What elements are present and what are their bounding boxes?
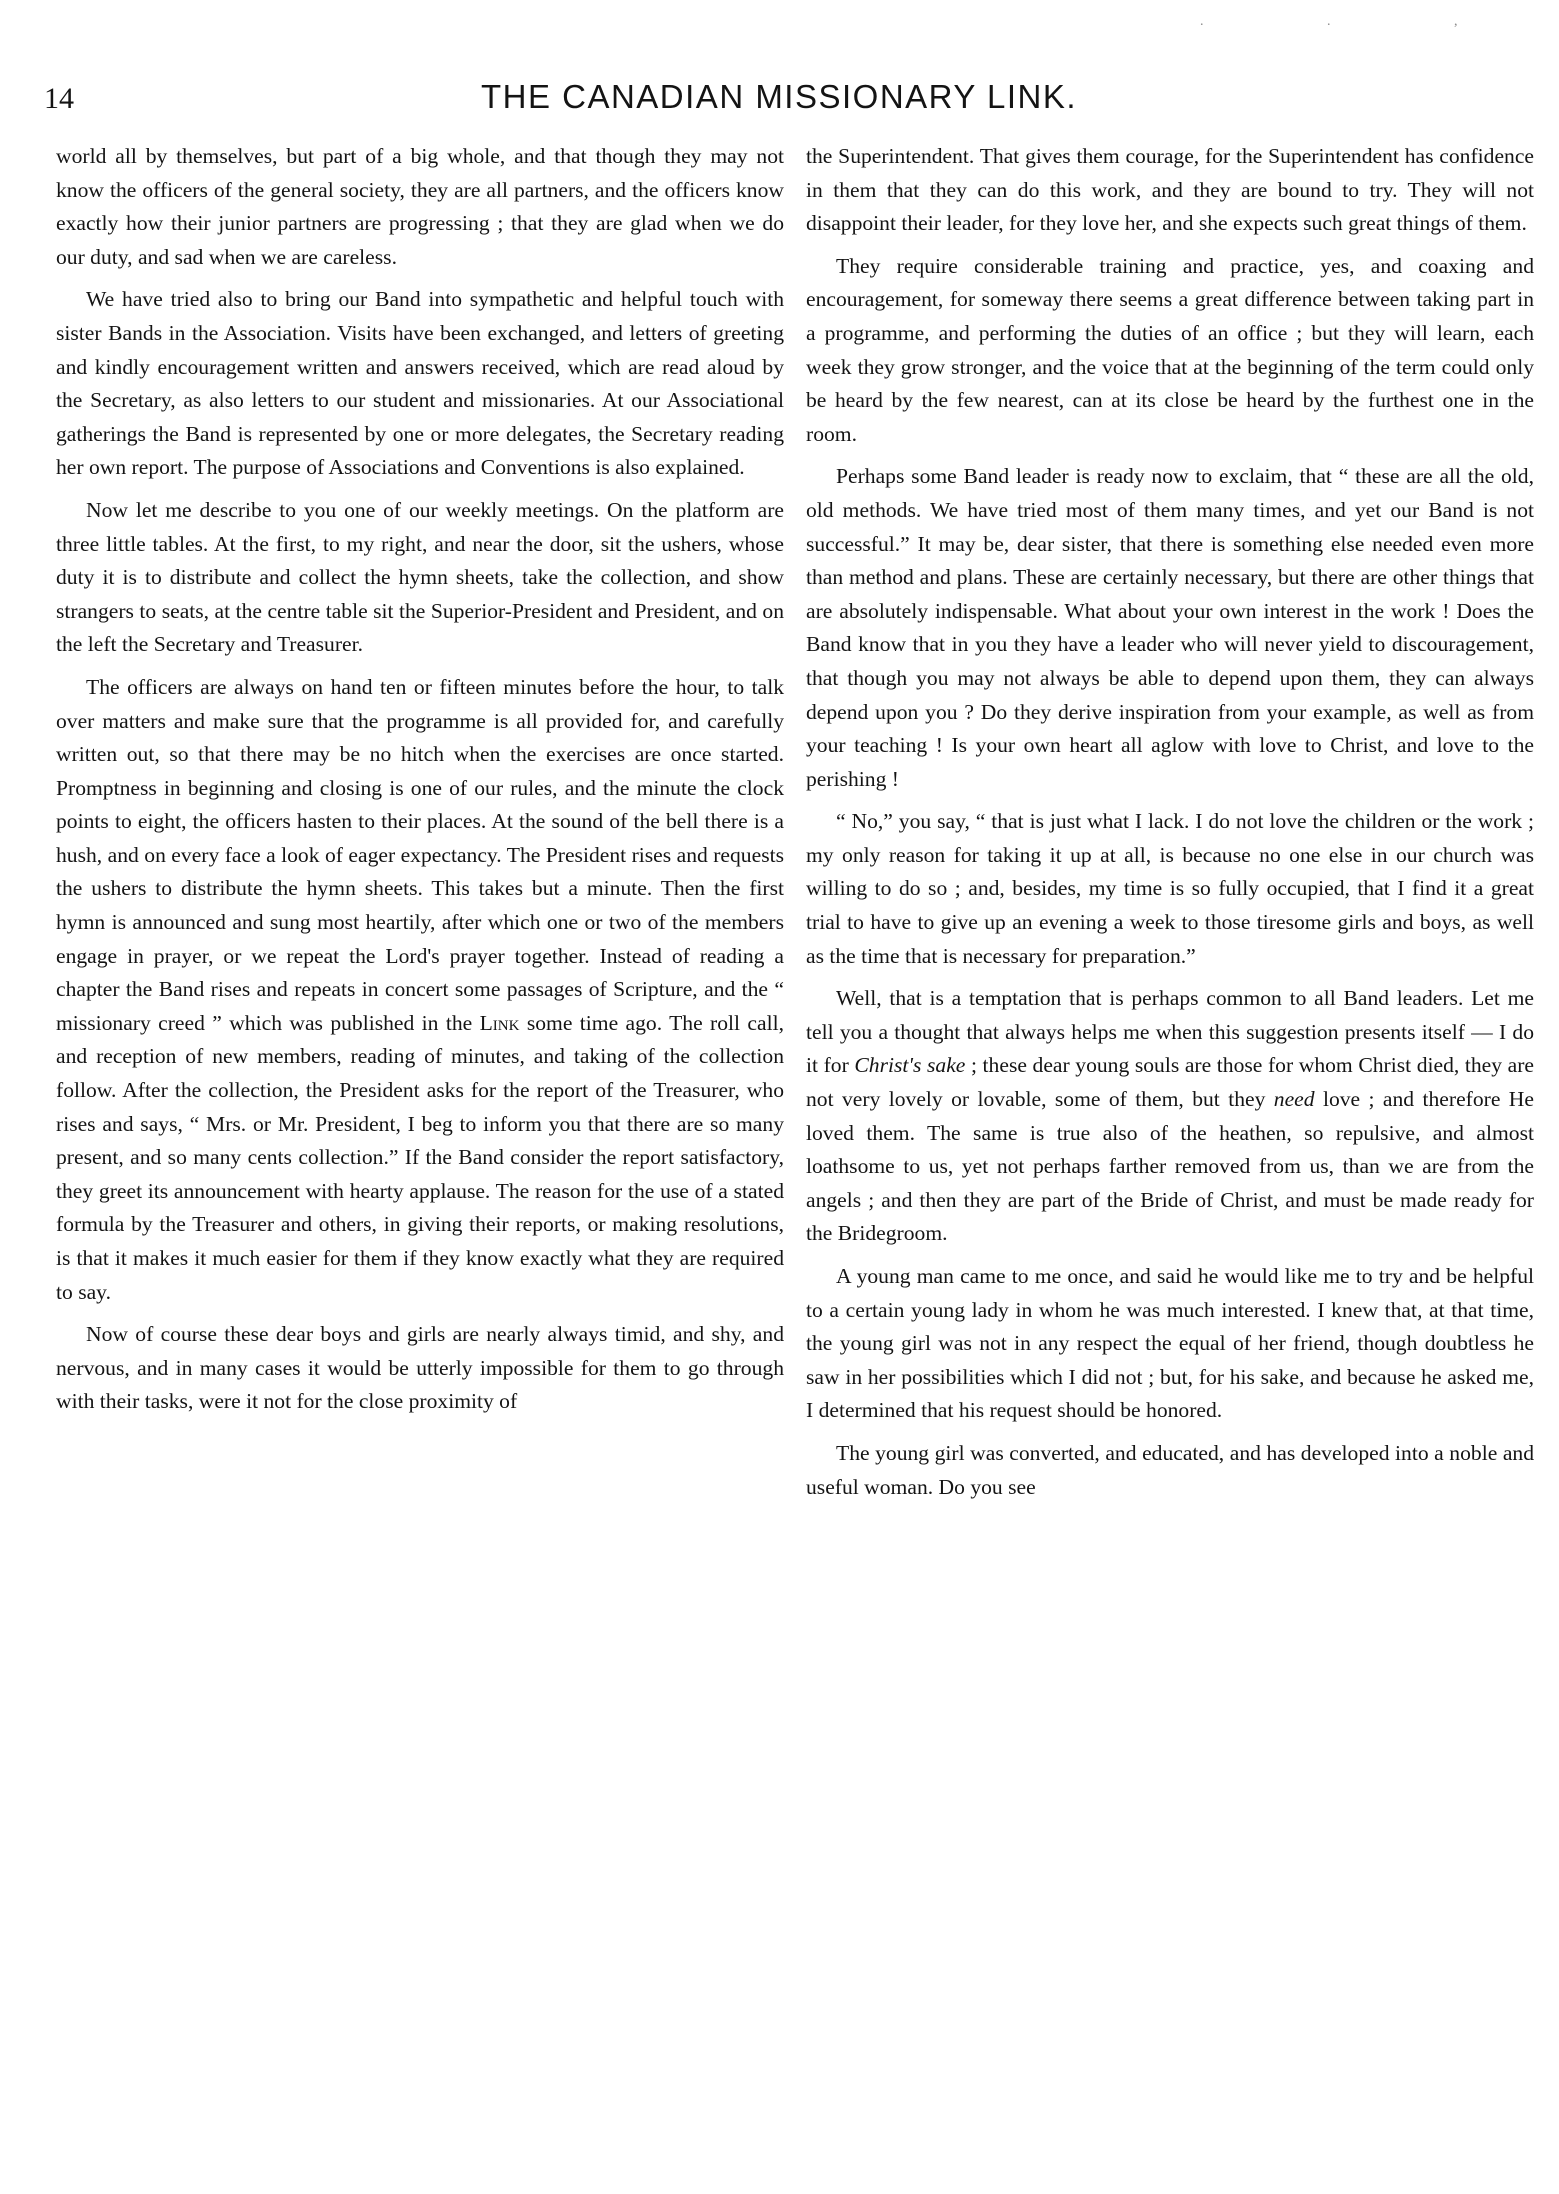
paragraph: Now let me describe to you one of our weekly meetings. On the platform are three little tables. At the first, to my right, and near the door, sit the ushers, whose duty it is to distribute and collect the hymn sheets, take the collection, and show strangers to seats, at the centre table sit the Superior-President and President, and on the left the Secretary and Treasurer. [56,497,784,657]
paragraph-text: some time ago. The roll call, and reception of new members, reading of minutes, and taking of the collection follow. After the collection, the President asks for the report of the Treasurer, who rises and says, “ Mrs. or Mr. President, I beg to inform you that there are so many present, and so many cents collection.” If the Band consider the report satisfactory, they greet its announcement with hearty applause. The reason for the use of a stated formula by the Treasurer and others, in giving their reports, or making resolutions, is that it makes it much easier for them if they know exactly what they are required to say. [56,1010,784,1304]
paragraph-text: love ; and therefore He loved them. The same is true also of the heathen, so repulsive, and almost loathsome to us, yet not perhaps farther removed from us, than we are from the angels ; and then they are part of the Bride of Christ, and must be made ready for the Bridegroom. [806,1087,1534,1246]
paragraph [806,982,1534,1251]
left-column [56,140,784,1428]
paragraph: We have tried also to bring our Band into sympathetic and helpful touch with sister Bands in the Association. Visits have been exchanged, and letters of greeting and kindly encouragement written and answers received, which are read aloud by the Secretary, as also letters to our student and missionaries. At our Associational gatherings the Band is represented by one or more delegates, the Secretary reading her own report. The purpose of Associations and Conventions is also explained. [56,287,784,480]
paragraph: Perhaps some Band leader is ready now to exclaim, that “ these are all the old, old methods. We have tried most of them many times, and yet our Band is not successful.” It may be, dear sister, that there is something else needed even more than method and plans. These are certainly necessary, but there are other things that are absolutely indispensable. What about your own interest in the work ! Does the Band know that in you they have a leader who will never yield to discouragement, that though you may not always be able to depend upon them, they can always depend upon you ? Do they derive inspiration from your example, as well as from your teaching ! Is your own heart all aglow with love to Christ, and love to the perishing ! [806,464,1534,791]
paragraph [56,671,784,1309]
italic-text: Christ's sake [854,1053,966,1078]
paragraph: The young girl was converted, and educated, and has developed into a noble and useful woman. Do you see [806,1440,1534,1499]
link-magazine-name: Link [479,1010,520,1035]
page-number: 14 [44,82,74,115]
paragraph-text: The officers are always on hand ten or fifteen minutes before the hour, to talk over matters and make sure that the programme is all provided for, and carefully written out, so that there may be no hitch when the exercises are once started. Promptness in beginning and closing is one of our rules, and the minute the clock points to eight, the officers hasten to their places. At the sound of the bell there is a hush, and on every face a look of eager expectancy. The President rises and requests the ushers to distribute the hymn sheets. This takes but a minute. Then the first hymn is announced and sung most heartily, after which one or two of the members engage in prayer, or we repeat the Lord's prayer together. Instead of reading a chapter the Band rises and repeats in concert some passages of Scripture, and the “ missionary creed ” which was published in the [56,674,784,1035]
paragraph-text: ; these dear young souls are those for whom Christ died, they are not very lovely or lovable, some of them, but they [806,1053,1534,1112]
paragraph: A young man came to me once, and said he would like me to try and be helpful to a certain young lady in whom he was much interested. I knew that, at that time, the young girl was not in any respect the equal of her friend, though doubtless he saw in her possibilities which I did not ; but, for his sake, and because he asked me, I determined that his request should be honored. [806,1264,1534,1423]
paragraph: They require considerable training and practice, yes, and coaxing and encouragement, for someway there seems a great difference between taking part in a programme, and performing the duties of an office ; but they will learn, each week they grow stronger, and the voice that at the beginning of the term could only be heard by the few nearest, can at its close be heard by the furthest one in the room. [806,253,1534,446]
right-column [806,140,1534,1513]
paragraph: “ No,” you say, “ that is just what I lack. I do not love the children or the work ; my only reason for taking it up at all, is because no one else in our church was willing to do so ; and, besides, my time is so fully occupied, that I find it a great trial to have to give up an evening a week to those tiresome girls and boys, as well as the time that is necessary for preparation.” [806,809,1534,968]
scan-marks: . . , [1200,14,1518,29]
paragraph: world all by themselves, but part of a big whole, and that though they may not know the officers of the general society, they are all partners, and the officers know exactly how their junior partners are progressing ; that they are glad when we do our duty, and sad when we are careless. [56,144,784,269]
paragraph-text: Well, that is a temptation that is perhaps common to all Band leaders. Let me tell you a thought that always helps me when this suggestion presents itself — I do it for [806,986,1534,1078]
page-header [44,78,1514,118]
paragraph: the Superintendent. That gives them courage, for the Superintendent has confidence in them that they can do this work, and they are bound to try. They will not disappoint their leader, for they love her, and she expects such great things of them. [806,144,1534,236]
paragraph: Now of course these dear boys and girls are nearly always timid, and shy, and nervous, and in many cases it would be utterly impossible for them to go through with their tasks, were it not for the close proximity of [56,1322,784,1414]
journal-title: THE CANADIAN MISSIONARY LINK. [480,78,1078,115]
italic-text: need [1273,1087,1315,1112]
